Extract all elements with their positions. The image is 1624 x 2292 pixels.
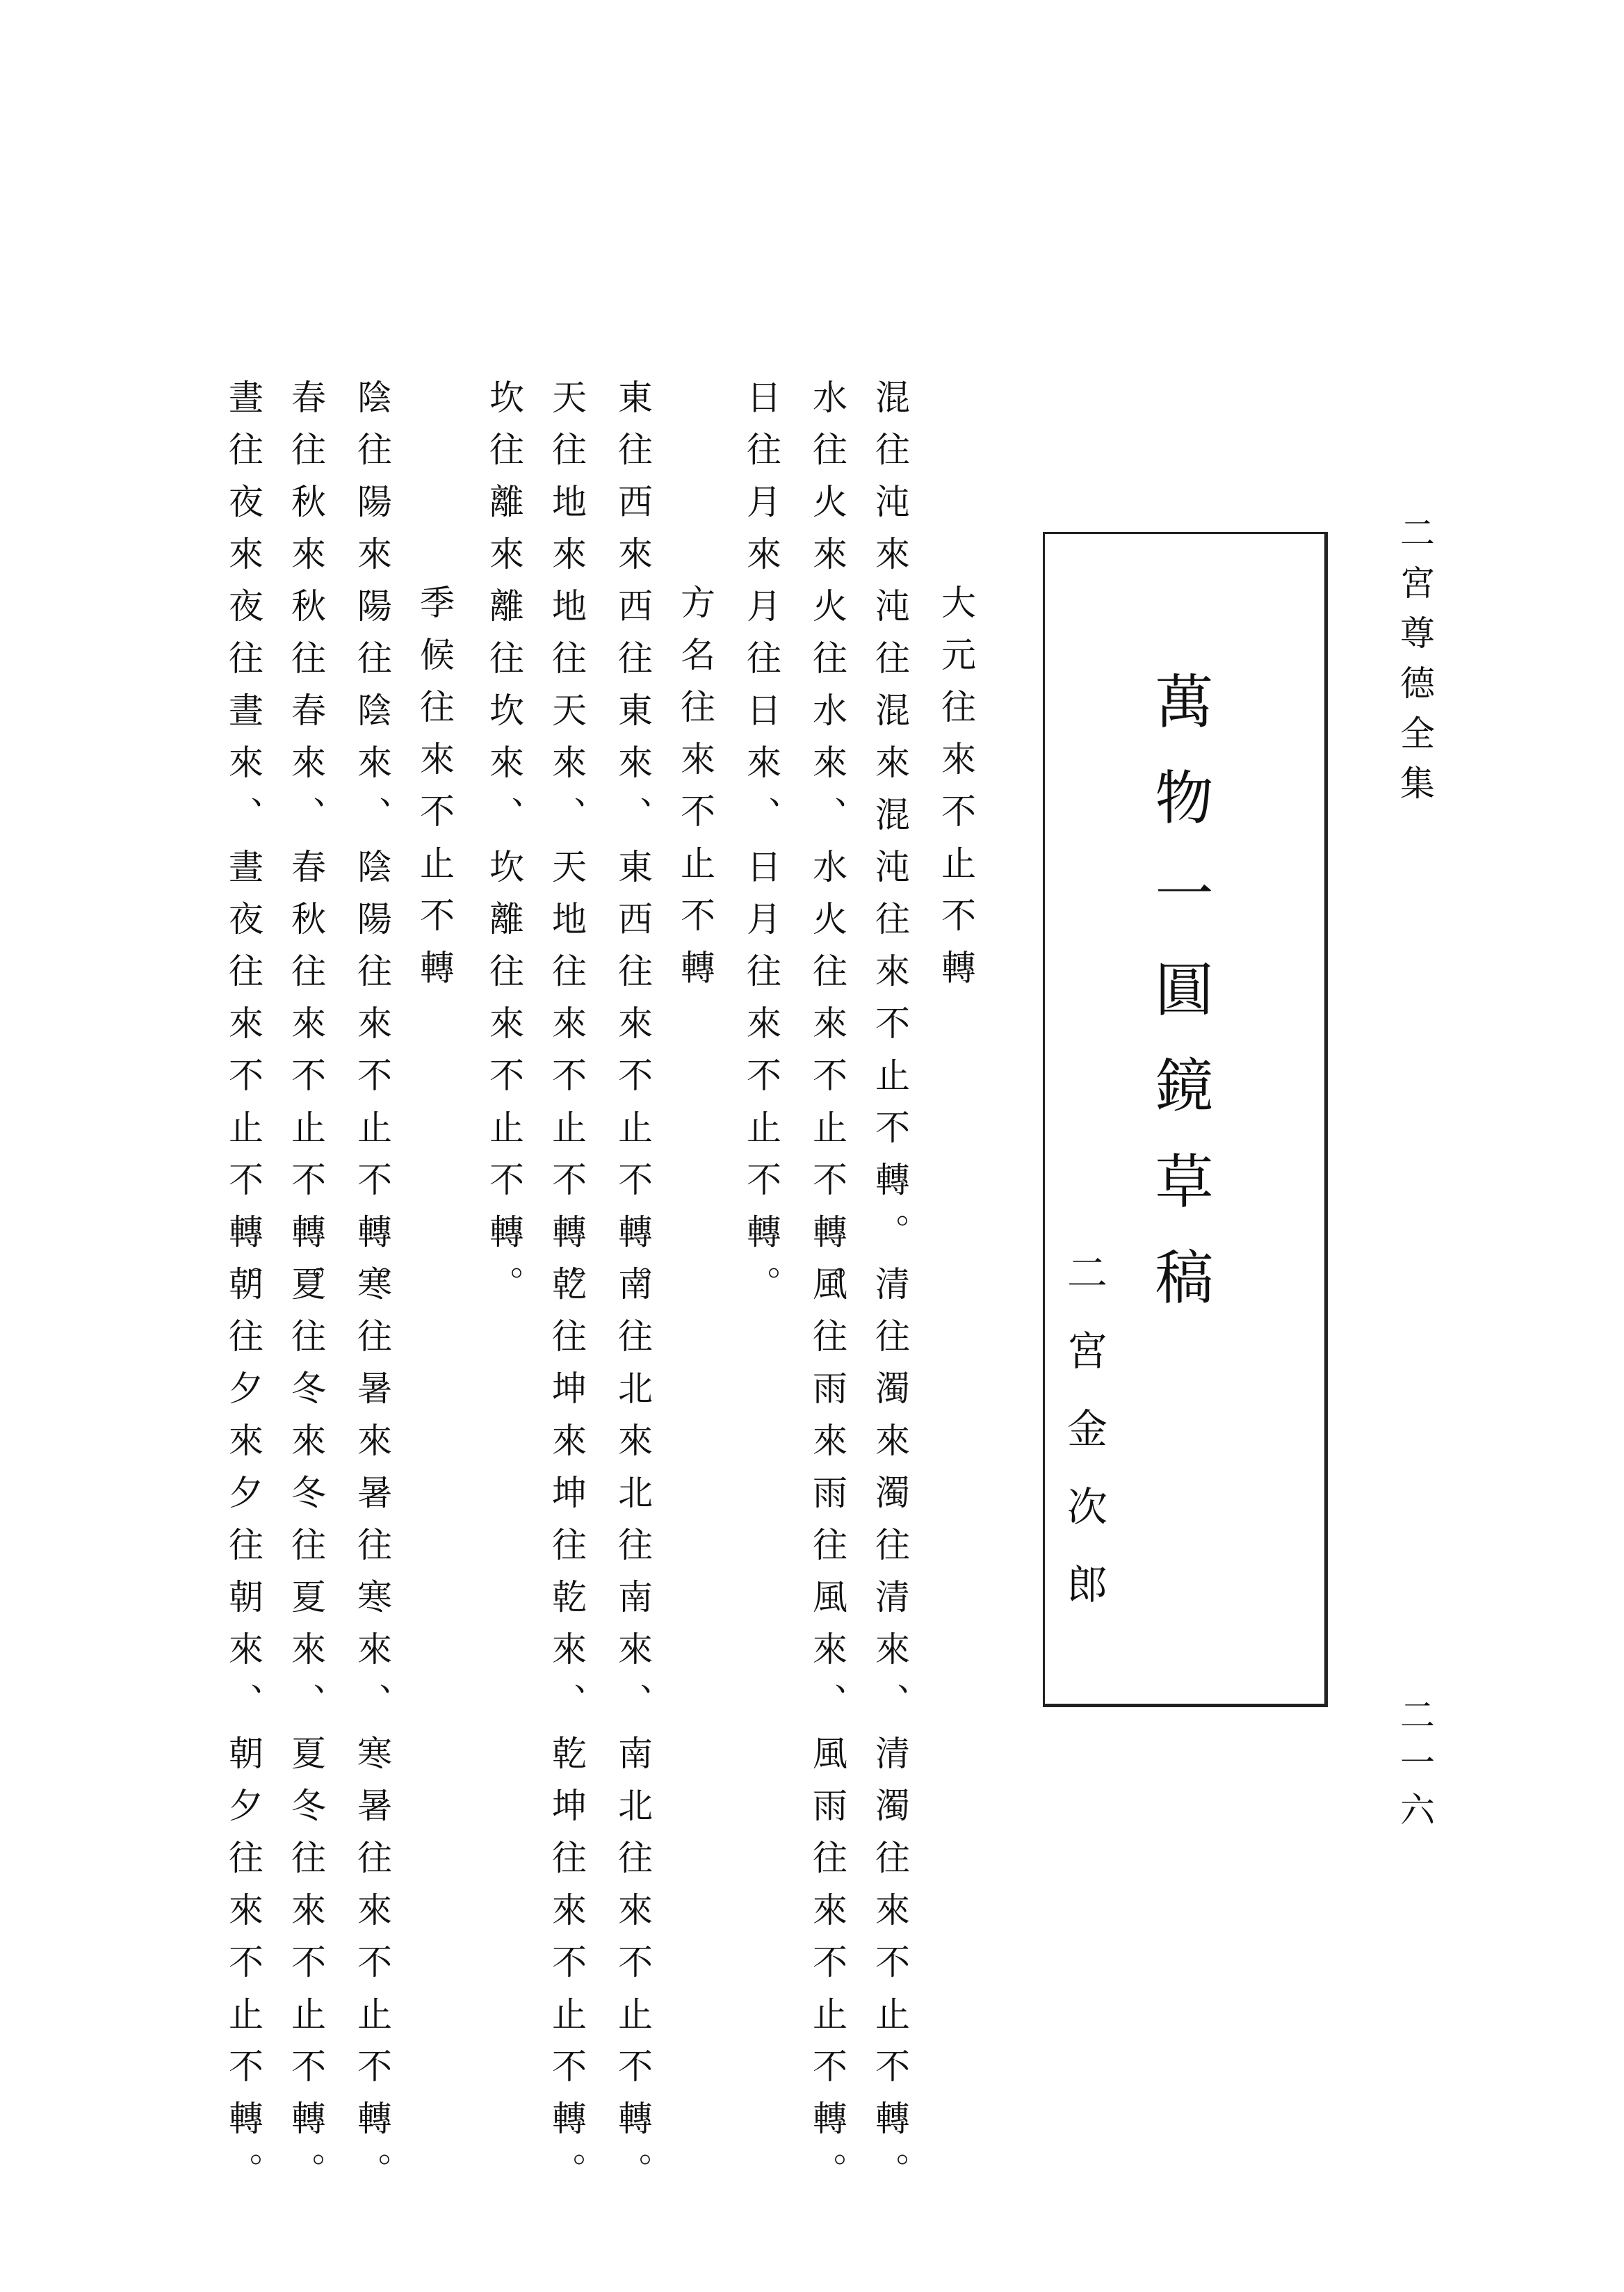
section-heading-kikou: 季候往來不止不轉 (414, 584, 455, 1001)
section-heading-daigen: 大元往來不止不轉 (936, 584, 976, 1001)
text-column: 朝往夕來夕往朝來、朝夕往來不止不轉。 (223, 1266, 263, 2204)
text-column: 東往西來西往東來、東西往來不止不轉。 (612, 379, 653, 1318)
text-column: 寒往暑來暑往寒來、寒暑往來不止不轉。 (352, 1266, 392, 2204)
text-column: 水往火來火往水來、水火往來不止不轉。 (807, 379, 847, 1318)
text-column: 乾往坤來坤往乾來、乾坤往來不止不轉。 (546, 1266, 587, 2204)
running-head: 二宮尊德全集 (1395, 515, 1435, 815)
page-number: 二一六 (1395, 1697, 1435, 1839)
author-name: 二宮金次郎 (1060, 1252, 1107, 1641)
text-column: 日往月來月往日來、日月往來不止不轉。 (741, 379, 781, 1318)
text-column: 風往雨來雨往風來、風雨往來不止不轉。 (807, 1266, 847, 2204)
text-column: 春往秋來秋往春來、春秋往來不止不轉。 (286, 379, 326, 1318)
text-column: 混往沌來沌往混來混沌往來不止不轉。 (870, 379, 910, 1266)
text-column: 夏往冬來冬往夏來、夏冬往來不止不轉。 (286, 1266, 326, 2204)
text-column: 南往北來北往南來、南北往來不止不轉。 (612, 1266, 653, 2204)
text-column: 坎往離來離往坎來、坎離往來不止不轉。 (484, 379, 524, 1318)
page-title: 萬物一圓鏡草稿 (1146, 671, 1214, 1343)
text-column: 天往地來地往天來、天地往來不止不轉。 (546, 379, 587, 1318)
text-column: 清往濁來濁往清來、清濁往來不止不轉。 (870, 1266, 910, 2204)
section-heading-homei: 方名往來不止不轉 (675, 584, 715, 1001)
text-column: 晝往夜來夜往晝來、晝夜往來不止不轉。 (223, 379, 263, 1318)
text-column: 陰往陽來陽往陰來、陰陽往來不止不轉。 (352, 379, 392, 1318)
